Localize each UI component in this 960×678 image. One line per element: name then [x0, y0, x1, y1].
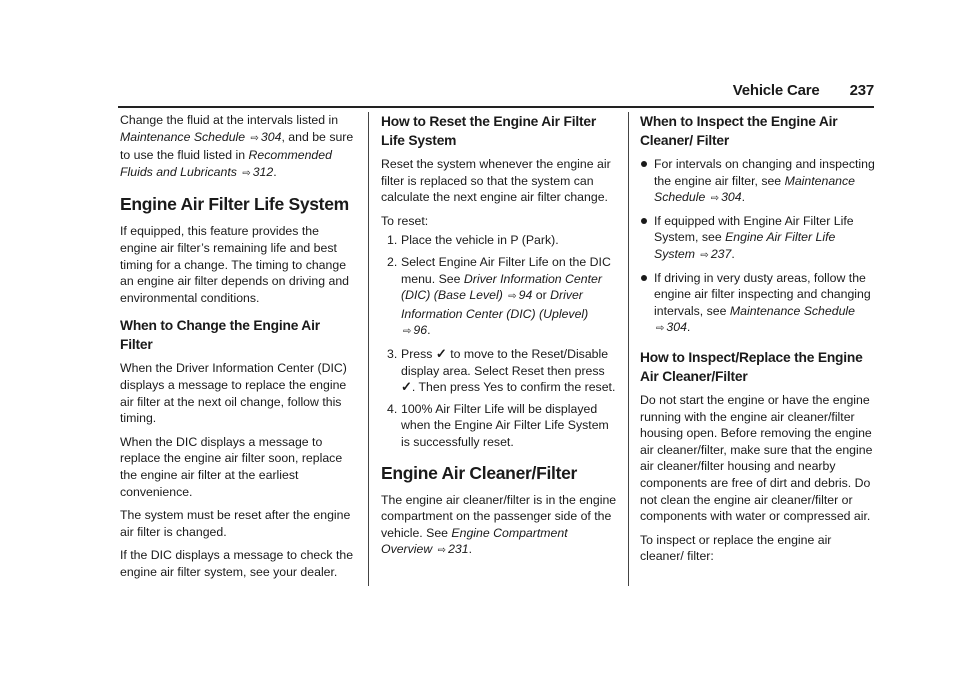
column-2 — [381, 112, 617, 567]
body-paragraph: The system must be reset after the engine air filter is changed. — [120, 508, 351, 539]
section-heading: Engine Air Cleaner/Filter — [381, 462, 578, 483]
page-ref-arrow-icon: ⇨ — [656, 323, 665, 335]
body-paragraph: Reset the system whenever the engine air filter is replaced so that the system can calculate the next engine air filter change. — [381, 157, 611, 205]
subsection-heading: How to Inspect/Replace the Engine Air Cleaner/Filter — [640, 349, 863, 384]
bullet-icon — [641, 161, 647, 167]
bullet-icon — [641, 218, 647, 224]
column-divider-2 — [628, 112, 629, 586]
list-item: If driving in very dusty areas, follow the engine air filter inspecting and changing intervals, see Maintenance Schedule ⇨ 304. — [640, 270, 876, 338]
checkmark-icon: ✓ — [401, 379, 412, 395]
body-paragraph: When the Driver Information Center (DIC) displays a message to replace the engine air filter at the next oil change, follow this timing. — [120, 361, 347, 426]
section-heading: Engine Air Filter Life System — [120, 194, 349, 215]
body-paragraph: To inspect or replace the engine air cleaner/ filter: — [640, 532, 832, 564]
page-ref[interactable]: 312 — [252, 164, 274, 179]
page-ref-arrow-icon: ⇨ — [710, 193, 720, 205]
page-ref[interactable]: 304 — [666, 320, 687, 335]
page-ref[interactable]: 304 — [721, 190, 742, 205]
subsection-heading: When to Change the Engine Air Filter — [120, 318, 320, 353]
page-ref[interactable]: 231 — [448, 542, 469, 557]
column-3 — [640, 112, 876, 572]
body-paragraph: If the DIC displays a message to check the engine air filter system, see your dealer. — [120, 548, 354, 579]
body-paragraph: Do not start the engine or have the engine running with the engine air cleaner/filter housing open. Before removing the engine air cleaner/filter, make sure that the engine air cleaner/filter housing and nearby components are free of dirt and debris. Do not clean the engine air cleaner/filter or components with water or compressed air. — [640, 392, 873, 524]
body-paragraph: The engine air cleaner/filter is in the engine compartment on the passenger side of the vehicle. See Engine Compartment Overview ⇨ 231. — [381, 492, 617, 557]
xref-link[interactable]: Maintenance Schedule — [729, 303, 855, 318]
xref-link[interactable]: Engine Air Filter Life System — [654, 230, 836, 261]
page-ref-arrow-icon: ⇨ — [403, 326, 412, 338]
header-rule — [118, 106, 874, 108]
page-ref-arrow-icon: ⇨ — [242, 167, 251, 179]
fluid-paragraph: Change the fluid at the intervals listed in Maintenance Schedule ⇨ 304, and be sure to use the fluid listed in Recommended Fluids and Lubricants ⇨ 312. — [120, 113, 354, 179]
page-ref-arrow-icon: ⇨ — [437, 545, 447, 557]
list-item: If equipped with Engine Air Filter Life System, see Engine Air Filter Life System ⇨ 237. — [640, 213, 876, 265]
xref-link[interactable]: Recommended Fluids and Lubricants — [120, 148, 332, 179]
page-ref-arrow-icon: ⇨ — [700, 249, 709, 261]
list-item: 4. 100% Air Filter Life will be displayed when the Engine Air Filter Life System is successfully reset. — [387, 401, 609, 449]
column-1 — [120, 112, 356, 587]
page-ref-arrow-icon: ⇨ — [250, 132, 259, 144]
list-item: 3. Press ✓ to move to the Reset/Disable display area. Select Reset then press ✓. Then press Yes to confirm the reset. — [387, 345, 616, 395]
reset-steps-list — [381, 232, 617, 450]
subsection-heading: When to Inspect the Engine Air Cleaner/ Filter — [640, 114, 838, 148]
section-title: Vehicle Care — [732, 82, 820, 99]
bullet-icon — [641, 275, 647, 281]
xref-link[interactable]: Driver Information Center (DIC) (Uplevel) — [401, 288, 589, 321]
subsection-heading: How to Reset the Engine Air Filter Life System — [381, 114, 596, 148]
list-item: 2. Select Engine Air Filter Life on the DIC menu. See Driver Information Center (DIC) (Base Level) ⇨ 94 or Driver Information Center (DIC) (Uplevel) ⇨ 96. — [387, 254, 611, 338]
xref-link[interactable]: Maintenance Schedule — [654, 173, 855, 205]
checkmark-icon: ✓ — [435, 345, 447, 361]
xref-link[interactable]: Driver Information Center (DIC) (Base Level) — [401, 271, 602, 303]
body-paragraph: When the DIC displays a message to replace the engine air filter soon, replace the engine air filter at the earliest convenience. — [120, 434, 343, 499]
body-paragraph: If equipped, this feature provides the engine air filter’s remaining life and best timing for a change. The timing to change an engine air filter depends on driving and environmental conditions. — [120, 224, 350, 305]
running-header — [733, 82, 874, 99]
column-divider-1 — [368, 112, 369, 586]
list-item: 1. Place the vehicle in P (Park). — [387, 233, 559, 248]
inspect-bullet-list — [640, 156, 876, 338]
page-ref[interactable]: 237 — [710, 246, 732, 261]
page-ref[interactable]: 304 — [260, 129, 282, 144]
page-ref[interactable]: 96 — [413, 323, 428, 338]
body-paragraph: To reset: — [381, 213, 429, 228]
page-number: 237 — [849, 82, 874, 99]
xref-link[interactable]: Engine Compartment Overview — [381, 525, 568, 557]
page-ref[interactable]: 94 — [518, 288, 533, 303]
page-ref-arrow-icon: ⇨ — [508, 291, 517, 303]
xref-link[interactable]: Maintenance Schedule — [120, 129, 246, 144]
list-item: For intervals on changing and inspecting the engine air filter, see Maintenance Schedule ⇨ 304. — [640, 156, 876, 208]
